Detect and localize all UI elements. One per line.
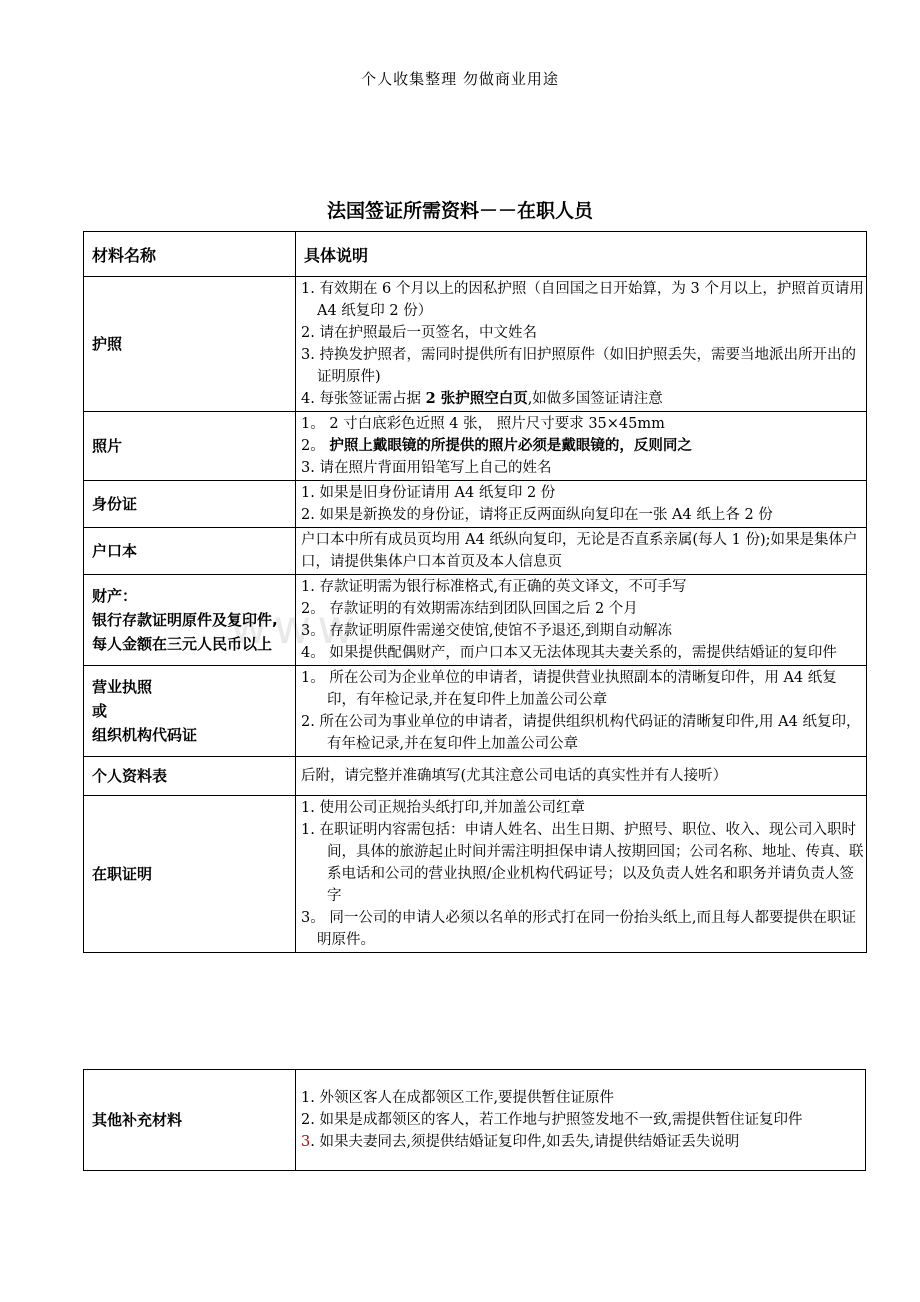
list-item: 4。 如果提供配偶财产，而户口本又无法体现其夫妻关系的，需提供结婚证的复印件 (301, 645, 837, 661)
row-detail-other (296, 1070, 866, 1171)
name-line: 或 (92, 702, 108, 720)
list-item: 2. 如果是成都领区的客人，若工作地与护照签发地不一致,需提供暂住证复印件 (301, 1112, 803, 1128)
row-detail-employment (296, 796, 867, 953)
watermark: www. (230, 600, 378, 654)
row-name-hukou: 户口本 (84, 528, 296, 575)
row-name-photo: 照片 (84, 412, 296, 481)
document-title: 法国签证所需资料－－在职人员 (326, 200, 593, 222)
item-emphasis: 2 张护照空白页 (425, 390, 528, 407)
row-detail-passport (296, 277, 867, 412)
list-item: 1。 2 寸白底彩色近照 4 张， 照片尺寸要求 35×45mm (301, 416, 665, 432)
list-item: 2. 所在公司为事业单位的申请者，请提供组织机构代码证的清晰复印件,用 A4 纸复印，有年检记录,并在复印件上加盖公司公章 (301, 714, 861, 752)
row-name-passport: 护照 (84, 277, 296, 412)
list-item: 2. 请在护照最后一页签名，中文姓名 (301, 325, 537, 341)
table-row-passport (84, 277, 867, 412)
table-header-row (84, 232, 867, 277)
list-item: 3。 同一公司的申请人必须以名单的形式打在同一份抬头纸上,而且每人都要提供在职证明原件。 (301, 910, 856, 948)
row-detail-license (296, 666, 867, 757)
requirements-table (83, 231, 867, 953)
list-item: 2. 如果是新换发的身份证，请将正反两面纵向复印在一张 A4 纸上各 2 份 (301, 507, 773, 523)
item-text: . 如果夫妻同去,须提供结婚证复印件,如丢失,请提供结婚证丢失说明 (310, 1134, 740, 1150)
name-line: 组织机构代码证 (92, 726, 198, 744)
supplementary-table (83, 1069, 866, 1171)
list-item: 1. 如果是旧身份证请用 A4 纸复印 2 份 (301, 485, 556, 501)
list-item (301, 388, 864, 410)
table-row-property (84, 575, 867, 666)
list-item: 3。 存款证明原件需递交使馆,使馆不予退还,到期自动解冻 (301, 623, 673, 639)
table-row-hukou (84, 528, 867, 575)
row-detail-personal-form (296, 757, 867, 796)
name-line: 银行存款证明原件及复印件,每人金额在三元人民币以上 (92, 611, 278, 653)
row-name-idcard: 身份证 (84, 481, 296, 528)
list-item: 1. 外领区客人在成都领区工作,要提供暂住证原件 (301, 1090, 615, 1106)
list-item: 1. 在职证明内容需包括：申请人姓名、出生日期、护照号、职位、收入、现公司入职时间，具体的旅游起止时间并需注明担保申请人按期回国；公司名称、地址、传真、联系电话和公司的营业执照/企业机构代码证号；以及负责人姓名和职务并请负责人签字 (301, 822, 864, 904)
table-row-license (84, 666, 867, 757)
list-item: 2。 存款证明的有效期需冻结到团队回国之后 2 个月 (301, 601, 638, 617)
row-detail-photo (296, 412, 867, 481)
row-detail-idcard (296, 481, 867, 528)
list-item: 3. 持换发护照者，需同时提供所有旧护照原件（如旧护照丢失，需要当地派出所开出的证明原件) (301, 347, 856, 385)
column-header-material: 材料名称 (84, 232, 296, 277)
row-detail-hukou (296, 528, 867, 575)
row-name-personal-form: 个人资料表 (84, 757, 296, 796)
list-item: 1. 使用公司正规抬头纸打印,并加盖公司红章 (301, 800, 586, 816)
list-item: 1。 所在公司为企业单位的申请者，请提供营业执照副本的清晰复印件，用 A4 纸复印，有年检记录,并在复印件上加盖公司公章 (301, 670, 837, 708)
row-text: 户口本中所有成员页均用 A4 纸纵向复印，无论是否直系亲属(每人 1 份);如果是集体户口，请提供集体户口本首页及本人信息页 (301, 532, 858, 570)
row-name-property (84, 575, 296, 666)
table-row-other (84, 1070, 866, 1171)
name-line: 营业执照 (92, 678, 153, 696)
row-name-employment: 在职证明 (84, 796, 296, 953)
item-prefix: 4. 每张签证需占据 (301, 391, 426, 407)
name-line: 财产： (92, 587, 138, 605)
table-row-photo (84, 412, 867, 481)
row-detail-property (296, 575, 867, 666)
column-header-details: 具体说明 (296, 232, 867, 277)
header-note: 个人收集整理 勿做商业用途 (361, 70, 559, 88)
row-name-other: 其他补充材料 (84, 1070, 296, 1171)
item-number: 3 (301, 1134, 311, 1150)
table-row-employment (84, 796, 867, 953)
item-prefix: 2。 (301, 438, 330, 454)
list-item: 3. 请在照片背面用铅笔写上自己的姓名 (301, 460, 552, 476)
item-emphasis: 护照上戴眼镜的所提供的照片必须是戴眼镜的，反则同之 (329, 437, 692, 454)
list-item (301, 1131, 863, 1153)
list-item: 1. 存款证明需为银行标准格式,有正确的英文译文，不可手写 (301, 579, 687, 595)
table-row-personal-form (84, 757, 867, 796)
row-text: 后附，请完整并准确填写(尤其注意公司电话的真实性并有人接听） (301, 768, 728, 784)
item-suffix: ,如做多国签证请注意 (527, 391, 663, 407)
table-row-idcard (84, 481, 867, 528)
list-item: 1. 有效期在 6 个月以上的因私护照（自回国之日开始算，为 3 个月以上，护照首页请用 A4 纸复印 2 份） (301, 281, 864, 319)
row-name-license (84, 666, 296, 757)
list-item (301, 435, 864, 457)
